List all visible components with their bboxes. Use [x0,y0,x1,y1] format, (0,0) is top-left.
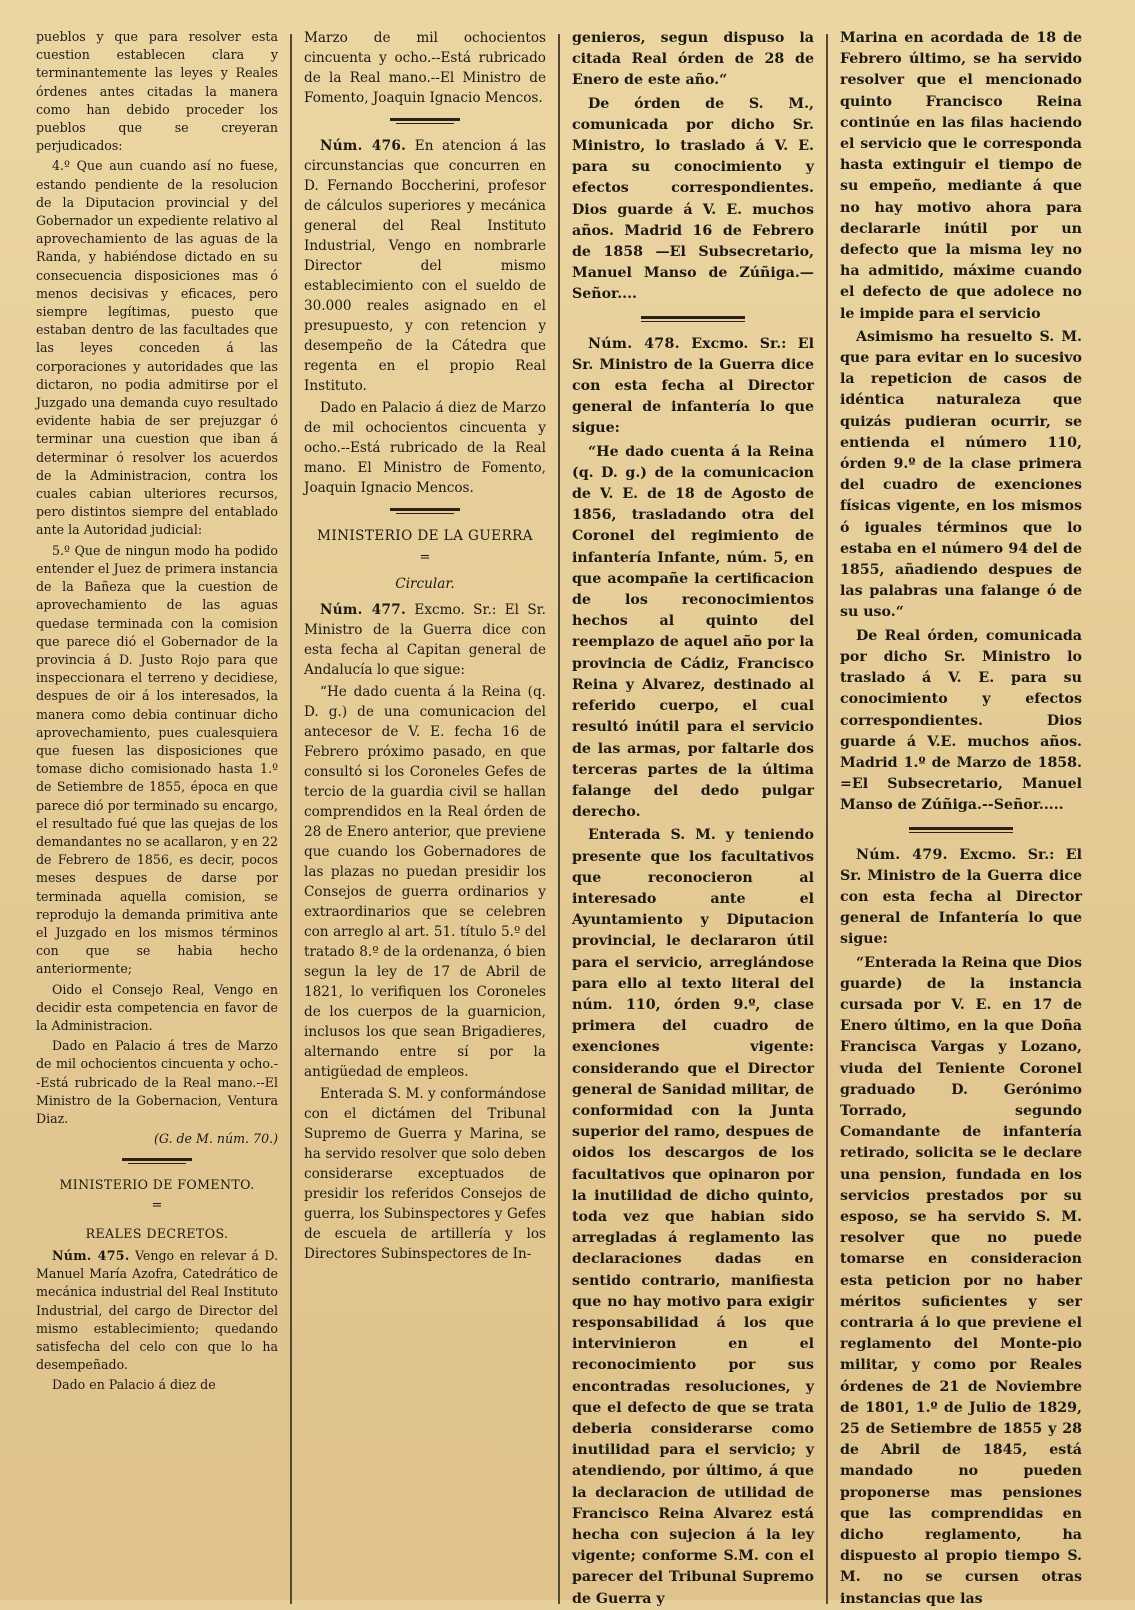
column-4 [828,28,1094,1607]
paragraph: 5.º Que de ningun modo ha podido entender el Juez de primera instancia de la Bañeza que la cuestion de aprovechamiento de las aguas quedase terminada con la comision que parece dió el Gobernador de la provincia á D. Justo Rojo para que inspeccionara el terreno y decidiese, despues de oir á los interesados, la manera como debia continuar dicho aprovechamiento, pues cualesquiera que fuesen las disposiciones que tomase dicho comisionado hasta 1.º de Setiembre de 1855, época en que parece dió por terminado su encargo, el resultado fué que las quejas de los demandantes no se acallaron, y en 22 de Febrero de 1856, es decir, pocos meses despues de darse por terminada aquella comision, se reprodujo la demanda primitiva ante el Juzgado en los mismos términos con que se habia hecho anteriormente; [36,542,278,977]
column-2 [292,28,558,1590]
column-3 [560,28,826,1607]
paragraph [840,845,1082,951]
section-subheading: Circular. [395,576,455,592]
paragraph: Dado en Palacio á tres de Marzo de mil ochocientos cincuenta y ocho.--Está rubricado de la Real mano.--El Ministro de la Gobernacion, Ventura Diaz. [36,1038,278,1126]
order-number: Núm. 478. [588,335,680,352]
paragraph: De Real órden, comunicada por dicho Sr. Ministro lo traslado á V. E. para su conocimiento y efectos correspondientes. Dios guarde á V.E. muchos años. Madrid 1.º de Marzo de 1858. =El Subsecretario, Manuel Manso de Zúñiga.--Señor..... [840,627,1082,814]
ministry-heading: MINISTERIO DE LA GUERRA [317,528,533,544]
paragraph: “He dado cuenta á la Reina (q. D. g.) de la comunicacion de V. E. de 18 de Agosto de 1856, trasladando otra del Coronel del regimiento de infantería Infante, núm. 5, en que acompañe la certificacion de los reconocimientos hechos al quinto del reemplazo de aquel año por la provincia de Cádiz, Francisco Reina y Alvarez, destinado al referido cuerpo, el cual resultó inútil para el servicio de las armas, por faltarle dos terceras partes de la última falange del dedo pulgar derecho. [572,443,814,821]
column-1 [24,28,290,1590]
decree-number: Núm. 475. [52,1248,130,1263]
decree-number: Núm. 476. [320,138,407,154]
section-subheading: REALES DECRETOS. [85,1225,229,1241]
decree-text: En atencion á las circunstancias que concurren en D. Fernando Boccherini, profesor de cálculos superiores y mecánica general del Real Instituto Industrial, Vengo en nombrarle Director del mismo establecimiento con el sueldo de 30.000 reales asignado en el presupuesto, y con retencion y desempeño de la Cátedra que regenta en el propio Real Instituto. [304,138,546,394]
paragraph: genieros, segun dispuso la citada Real órden de 28 de Enero de este año.“ [572,30,814,89]
column-rule [558,34,560,1604]
paragraph: “He dado cuenta á la Reina (q. D. g.) de una comunicacion del antecesor de V. E. fecha 16 de Febrero próximo pasado, en que consultó si los Coroneles Gefes de tercio de la guardia civil se hallan comprendidos en la Real órden de 28 de Enero anterior, que previene que cuando los Gobernadores de las plazas no puedan presidir los Consejos de guerra ordinarios y extraordinarios que se celebren con arreglo al art. 51. título 5.º del tratado 8.º de la ordenanza, ó bien segun la ley de 17 de Abril de 1821, lo verifiquen los Coroneles de los cuerpos de la guarnicion, inclusos los que sean Brigadieres, alternando entre sí por la antigüedad de empleos. [304,684,546,1080]
citation: (G. de M. núm. 70.) [153,1131,278,1147]
heading-ornament: = [151,1197,163,1213]
paragraph: “Enterada la Reina que Dios guarde) de la instancia cursada por V. E. en 17 de Enero último, en la que Doña Francisca Vargas y Lozano, viuda del Teniente Coronel graduado D. Gerónimo Torrado, segundo Comandante de infantería retirado, solicita se le declare una pension, fundada en los servicios prestados por su esposo, se ha servido S. M. resolver que no puede tomarse en consideracion esta peticion por no haber méritos suficientes y ser contraria á lo que previene el reglamento del Monte-pio militar, y como por Reales órdenes de 21 de Noviembre de 1801, 1.º de Julio de 1829, 25 de Setiembre de 1855 y 28 de Abril de 1845, está mandado no pueden proponerse mas pensiones que las comprendidas en dicho reglamento, ha dispuesto al propio tiempo S. M. no se cursen otras instancias que las [840,954,1082,1607]
paragraph [304,136,546,396]
decree-text: Vengo en relevar á D. Manuel María Azofra, Catedrático de mecánica industrial del Real Instituto Industrial, del cargo de Director del mismo establecimiento; quedando satisfecha del celo con que lo ha desempeñado. [36,1248,278,1373]
paragraph: Oido el Consejo Real, Vengo en decidir esta competencia en favor de la Administracion. [36,981,278,1033]
section-divider [304,508,546,514]
paragraph: Dado en Palacio á diez de Marzo de mil ochocientos cincuenta y ocho.--Está rubricado de la Real mano. El Ministro de Fomento, Joaquin Ignacio Mencos. [304,400,546,496]
paragraph: Marzo de mil ochocientos cincuenta y ocho.--Está rubricado de la Real mano.--El Ministro de Fomento, Joaquin Ignacio Mencos. [304,30,546,106]
column-rule [826,34,828,1604]
column-rule [290,34,292,1604]
paragraph: Enterada S. M. y conformándose con el dictámen del Tribunal Supremo de Guerra y Marina, se ha servido resolver que solo deben considerarse exceptuados de presidir los referidos Consejos de guerra, los Subinspectores y Gefes de escuela de artillería y los Directores Subinspectores de In- [304,1086,546,1262]
order-text: Excmo. Sr.: El Sr. Ministro de la Guerra dice con esta fecha al Director general de infantería lo que sigue: [572,335,814,437]
paragraph [36,1247,278,1374]
order-number: Núm. 477. [320,602,407,618]
section-divider [572,316,814,322]
paragraph: De órden de S. M., comunicada por dicho Sr. Ministro, lo traslado á V. E. para su conocimiento y efectos correspondientes. Dios guarde á V. E. muchos años. Madrid 16 de Febrero de 1858 —El Subsecretario, Manuel Manso de Zúñiga.—Señor.... [572,95,814,303]
paragraph: Dado en Palacio á diez de [52,1377,216,1393]
order-text: Excmo. Sr.: El Sr. Ministro de la Guerra dice con esta fecha al Director general de Infantería lo que sigue: [840,846,1082,948]
paragraph: pueblos y que para resolver esta cuestion establecen clara y terminantemente las leyes y Reales órdenes antes citadas la manera como han debido proceder los pueblos que se creyeran perjudicados: [36,29,278,154]
order-number: Núm. 479. [856,846,948,863]
heading-ornament: = [419,550,431,565]
paragraph [572,334,814,440]
paragraph: 4.º Que aun cuando así no fuese, estando pendiente de la resolucion de la Diputacion provincial y del Gobernador un expediente relativo al aprovechamiento de las aguas de la Randa, y habiéndose dictado en su consecuencia disposiciones mas ó menos decisivas y eficaces, pero siempre legítimas, puesto que estaban dentro de las facultades que las leyes conceden á las corporaciones y autoridades que las dictaron, no podia admitirse por el Juzgado una demanda cuyo resultado evidente habia de ser prejuzgar ó terminar una cuestion que iban á determinar ó resolver los acuerdos de la Administracion, contra los cuales cabian ulteriores recursos, pero distintos siempre del entablado ante la Autoridad judicial: [36,158,278,538]
ministry-heading: MINISTERIO DE FOMENTO. [59,1177,255,1193]
paragraph: Enterada S. M. y teniendo presente que los facultativos que reconocieron al interesado ante el Ayuntamiento y Diputacion provincial, le declararon útil para el servicio, arreglándose para ello al texto literal del núm. 110, órden 9.º, clase primera del cuadro de exenciones vigente: considerando que el Director general de Sanidad militar, de conformidad con la Junta superior del ramo, despues de oidos los descargos de los facultativos que opinaron por la inutilidad de dicho quinto, toda vez que habian sido arregladas á reglamento las declaraciones dadas en sentido contrario, manifiesta que no hay motivo para exigir responsabilidad á los que intervinieron en el reconocimiento por sus encontradas resoluciones, y que el defecto de que se trata deberia considerarse como inutilidad para el servicio; y atendiendo, por último, á que la declaracion de utilidad de Francisco Reina Alvarez está hecha con sujecion á la ley vigente; conforme S.M. con el parecer del Tribunal Supremo de Guerra y [572,827,814,1607]
section-divider [36,1158,278,1164]
paragraph [304,600,546,680]
paragraph: Asimismo ha resuelto S. M. que para evitar en lo sucesivo la repeticion de casos de idéntica naturaleza que quizás pudieran ocurrir, se entienda el número 110, órden 9.º de la clase primera del cuadro de exenciones físicas vigente, en los mismos ó iguales términos que lo estaba en el número 94 del de 1855, añadiendo despues de las palabras una falange ó de su uso.“ [840,328,1082,621]
section-divider [304,118,546,124]
order-text: Excmo. Sr.: El Sr. Ministro de la Guerra dice con esta fecha al Capitan general de Andalucía lo que sigue: [304,602,547,678]
section-divider [840,827,1082,833]
paragraph: Marina en acordada de 18 de Febrero último, se ha servido resolver que el mencionado quinto Francisco Reina continúe en las filas haciendo el servicio que le corresponda hasta extinguir el tiempo de su empeño, mediante á que no hay motivo ahora para declararle inútil por un defecto que la misma ley no ha admitido, máxime cuando el defecto de que adolece no le impide para el servicio [840,30,1082,322]
